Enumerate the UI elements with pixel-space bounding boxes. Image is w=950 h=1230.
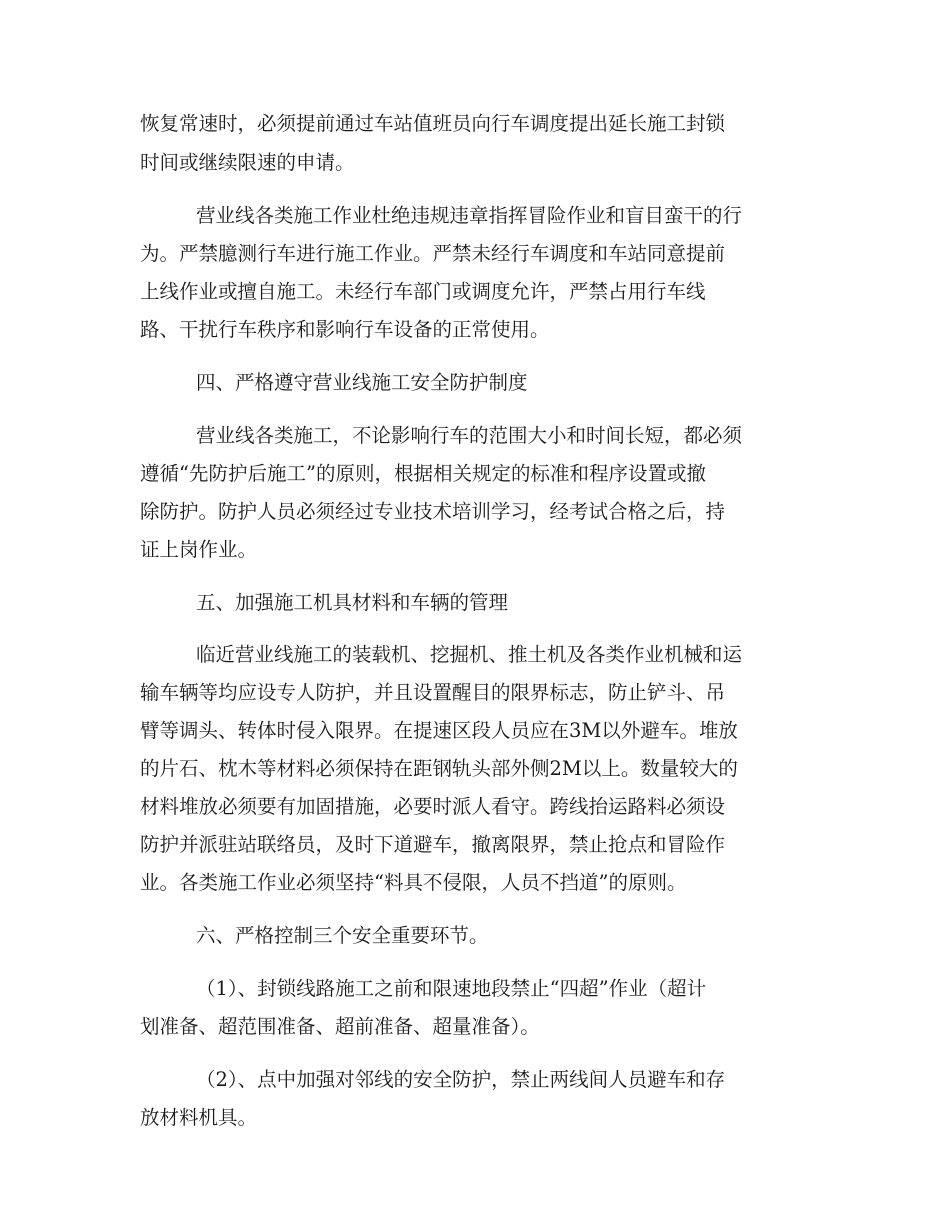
text-line: 营业线各类施工，不论影响行车的范围大小和时间长短，都必须 xyxy=(196,424,743,447)
text-line: 臂等调头、转体时侵入限界。在提速区段人员应在3M以外避车。堆放 xyxy=(140,719,738,742)
text-line: 遵循“先防护后施工”的原则，根据相关规定的标准和程序设置或撤 xyxy=(140,462,706,485)
text-line: 临近营业线施工的装载机、挖掘机、推土机及各类作业机械和运 xyxy=(196,643,743,666)
text-line: 的片石、枕木等材料必须保持在距钢轨头部外侧2M以上。数量较大的 xyxy=(140,757,738,780)
text-line: （1）、封锁线路施工之前和限速地段禁止“四超”作业（超计 xyxy=(196,977,707,1000)
text-line: 业。各类施工作业必须坚持“料具不侵限，人员不挡道”的原则。 xyxy=(140,871,687,894)
text-line: 路、干扰行车秩序和影响行车设备的正常使用。 xyxy=(140,318,550,341)
text-line: 材料堆放必须要有加固措施，必要时派人看守。跨线抬运路料必须设 xyxy=(140,795,726,818)
section-heading: 五、加强施工机具材料和车辆的管理 xyxy=(196,591,509,614)
text-line: 防护并派驻站联络员，及时下道避车，撤离限界，禁止抢点和冒险作 xyxy=(140,833,726,856)
section-heading: 六、严格控制三个安全重要环节。 xyxy=(196,924,489,947)
text-line: （2）、点中加强对邻线的安全防护，禁止两线间人员避车和存 xyxy=(196,1068,726,1091)
text-line: 除防护。防护人员必须经过专业技术培训学习，经考试合格之后，持 xyxy=(140,500,726,523)
text-line: 划准备、超范围准备、超前准备、超量准备）。 xyxy=(140,1015,540,1038)
text-line: 上线作业或擅自施工。未经行车部门或调度允许，严禁占用行车线 xyxy=(140,280,706,303)
text-line: 营业线各类施工作业杜绝违规违章指挥冒险作业和盲目蛮干的行 xyxy=(196,204,743,227)
section-heading: 四、严格遵守营业线施工安全防护制度 xyxy=(196,371,528,394)
text-line: 时间或继续限速的申请。 xyxy=(140,151,355,174)
text-line: 为。严禁臆测行车进行施工作业。严禁未经行车调度和车站同意提前 xyxy=(140,242,726,265)
text-line: 恢复常速时，必须提前通过车站值班员向行车调度提出延长施工封锁 xyxy=(140,112,726,135)
text-line: 输车辆等均应设专人防护，并且设置醒目的限界标志，防止铲斗、吊 xyxy=(140,681,726,704)
text-line: 放材料机具。 xyxy=(140,1106,258,1129)
text-line: 证上岗作业。 xyxy=(140,538,258,561)
